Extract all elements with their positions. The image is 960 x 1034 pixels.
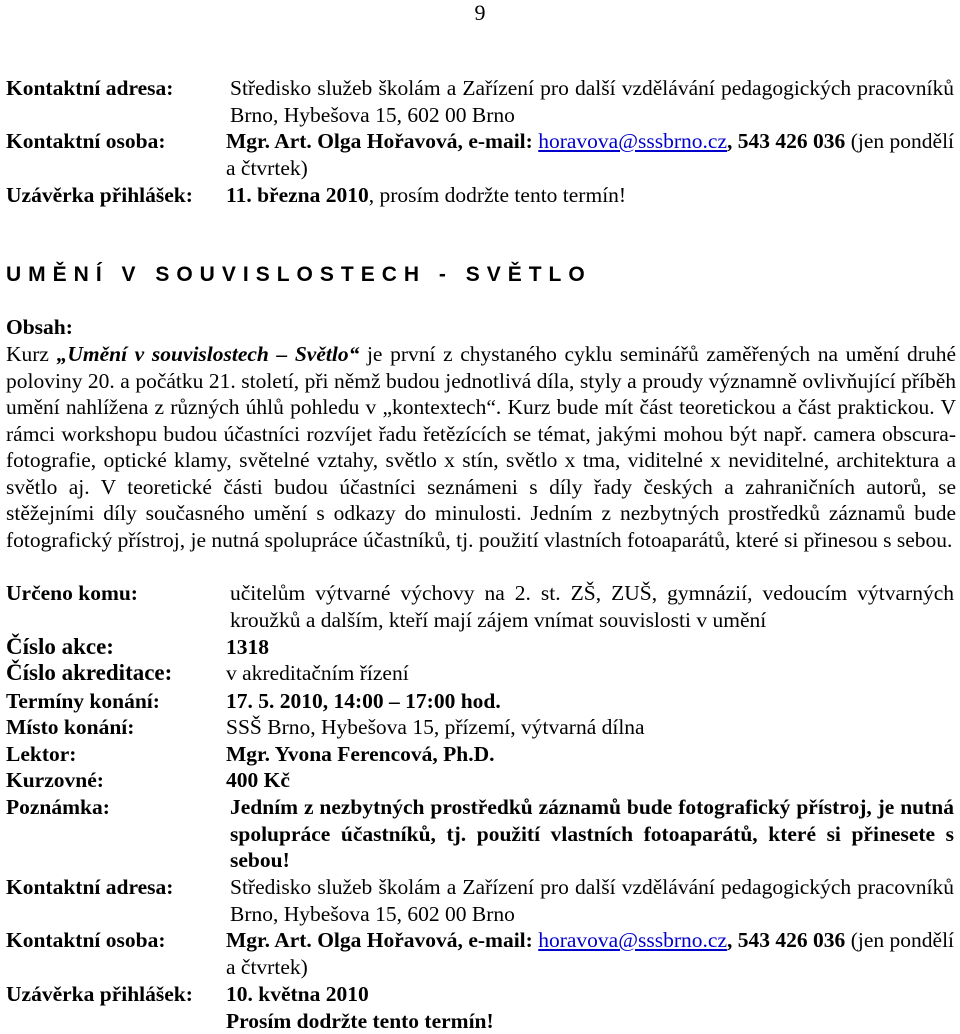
description-intro: Kurz	[6, 342, 57, 366]
deadline-row-2	[6, 981, 954, 1034]
fee-value: 400 Kč	[226, 767, 954, 794]
description-text: je první z chystaného cyklu seminářů zaměřených na umění druhé poloviny 20. a počátku 21. století, při němž budou jednotlivá díla, styly a proudy významně ovlivňující příběh umění nahlížena z různých úhlů pohledu v „kontextech“. Kurz bude mít část teoretickou a část praktickou. V rámci workshopu budou účastníci rozvíjet řadu řetězících se témat, jakými mohou být např. camera obscura-fotografie, optické klamy, světelné vztahy, světlo x stín, světlo x tma, viditelné x neviditelné, architektura a světlo aj. V teoretické části budou účastníci seznámeni s díly řady českých a zahraničních autorů, se stěžejními díly současného umění s odkazy do minulosti. Jedním z nezbytných prostředků záznamů bude fotografický přístroj, je nutná spolupráce účastníků, tj. použití vlastních fotoaparátů, které si přinesou s sebou.	[6, 342, 956, 552]
target-label: Určeno komu:	[6, 580, 138, 607]
contact-address-value-2: Středisko služeb školám a Zařízení pro další vzdělávání pedagogických pracovníků Brno, Hybešova 15, 602 00 Brno	[230, 874, 954, 927]
accreditation-value: v akreditačním řízení	[226, 660, 954, 687]
contact-person-row	[6, 128, 954, 181]
action-value: 1318	[226, 634, 954, 661]
contact-person-label-2: Kontaktní osoba:	[6, 927, 166, 954]
deadline-value	[226, 182, 954, 209]
contact-address-value: Středisko služeb školám a Zařízení pro další vzdělávání pedagogických pracovníků Brno, Hybešova 15, 602 00 Brno	[230, 75, 954, 128]
contact-person-value-2	[226, 927, 954, 980]
deadline-label-2: Uzávěrka přihlášek:	[6, 981, 193, 1008]
contact-person-value	[226, 128, 954, 181]
course-title: „Umění v souvislostech – Světlo“	[57, 342, 360, 366]
contact-phone-2: , 543 426 036	[727, 928, 845, 952]
deadline-date-2: 10. května 2010	[226, 981, 954, 1008]
course-heading: UMĚNÍ V SOUVISLOSTECH - SVĚTLO	[6, 262, 592, 289]
contact-address-row	[6, 75, 954, 128]
contact-person-note: (jen pondělí a čtvrtek)	[226, 129, 954, 180]
deadline-date: 11. března 2010	[226, 183, 369, 207]
place-row	[6, 714, 954, 741]
deadline-note: , prosím dodržte tento termín!	[369, 183, 626, 207]
contact-address-label: Kontaktní adresa:	[6, 75, 173, 102]
content-label: Obsah:	[6, 314, 73, 341]
note-label: Poznámka:	[6, 794, 110, 821]
lector-value: Mgr. Yvona Ferencová, Ph.D.	[226, 741, 954, 768]
contact-address-label-2: Kontaktní adresa:	[6, 874, 173, 901]
page-number: 9	[470, 0, 490, 27]
contact-person-name-2: Mgr. Art. Olga Hořavová, e-mail:	[226, 928, 533, 952]
contact-person-name: Mgr. Art. Olga Hořavová, e-mail:	[226, 129, 533, 153]
dates-label: Termíny konání:	[6, 688, 160, 715]
dates-value: 17. 5. 2010, 14:00 – 17:00 hod.	[226, 688, 954, 715]
contact-person-label: Kontaktní osoba:	[6, 128, 166, 155]
fee-row	[6, 767, 954, 794]
deadline-value-2	[226, 981, 954, 1034]
deadline-note-2: Prosím dodržte tento termín!	[226, 1008, 954, 1034]
deadline-row	[6, 182, 954, 209]
fee-label: Kurzovné:	[6, 767, 104, 794]
lector-label: Lektor:	[6, 741, 76, 768]
action-label: Číslo akce:	[6, 634, 114, 661]
accreditation-row	[6, 660, 954, 687]
contact-phone: , 543 426 036	[727, 129, 845, 153]
contact-person-row-2	[6, 927, 954, 980]
action-row	[6, 634, 954, 661]
place-value: SSŠ Brno, Hybešova 15, přízemí, výtvarná dílna	[226, 714, 954, 741]
dates-row	[6, 688, 954, 715]
note-value: Jedním z nezbytných prostředků záznamů bude fotografický přístroj, je nutná spolupráce účastníků, tj. použití vlastních fotoaparátů, které si přinesete s sebou!	[230, 794, 954, 874]
contact-address-row-2	[6, 874, 954, 927]
lector-row	[6, 741, 954, 768]
note-row	[6, 794, 954, 874]
accreditation-label	[6, 660, 172, 687]
place-label: Místo konání:	[6, 714, 134, 741]
target-row	[6, 580, 954, 633]
contact-person-note-2: (jen pondělí a čtvrtek)	[226, 928, 954, 979]
course-description	[6, 341, 956, 553]
accreditation-label-text: Číslo akreditace:	[6, 660, 172, 685]
contact-email-link-2[interactable]: horavova@sssbrno.cz	[538, 928, 727, 952]
deadline-label: Uzávěrka přihlášek:	[6, 182, 193, 209]
target-value: učitelům výtvarné výchovy na 2. st. ZŠ, ZUŠ, gymnázií, vedoucím výtvarných kroužků a dalším, kteří mají zájem vnímat souvislosti v umění	[230, 580, 954, 633]
contact-email-link[interactable]: horavova@sssbrno.cz	[538, 129, 727, 153]
